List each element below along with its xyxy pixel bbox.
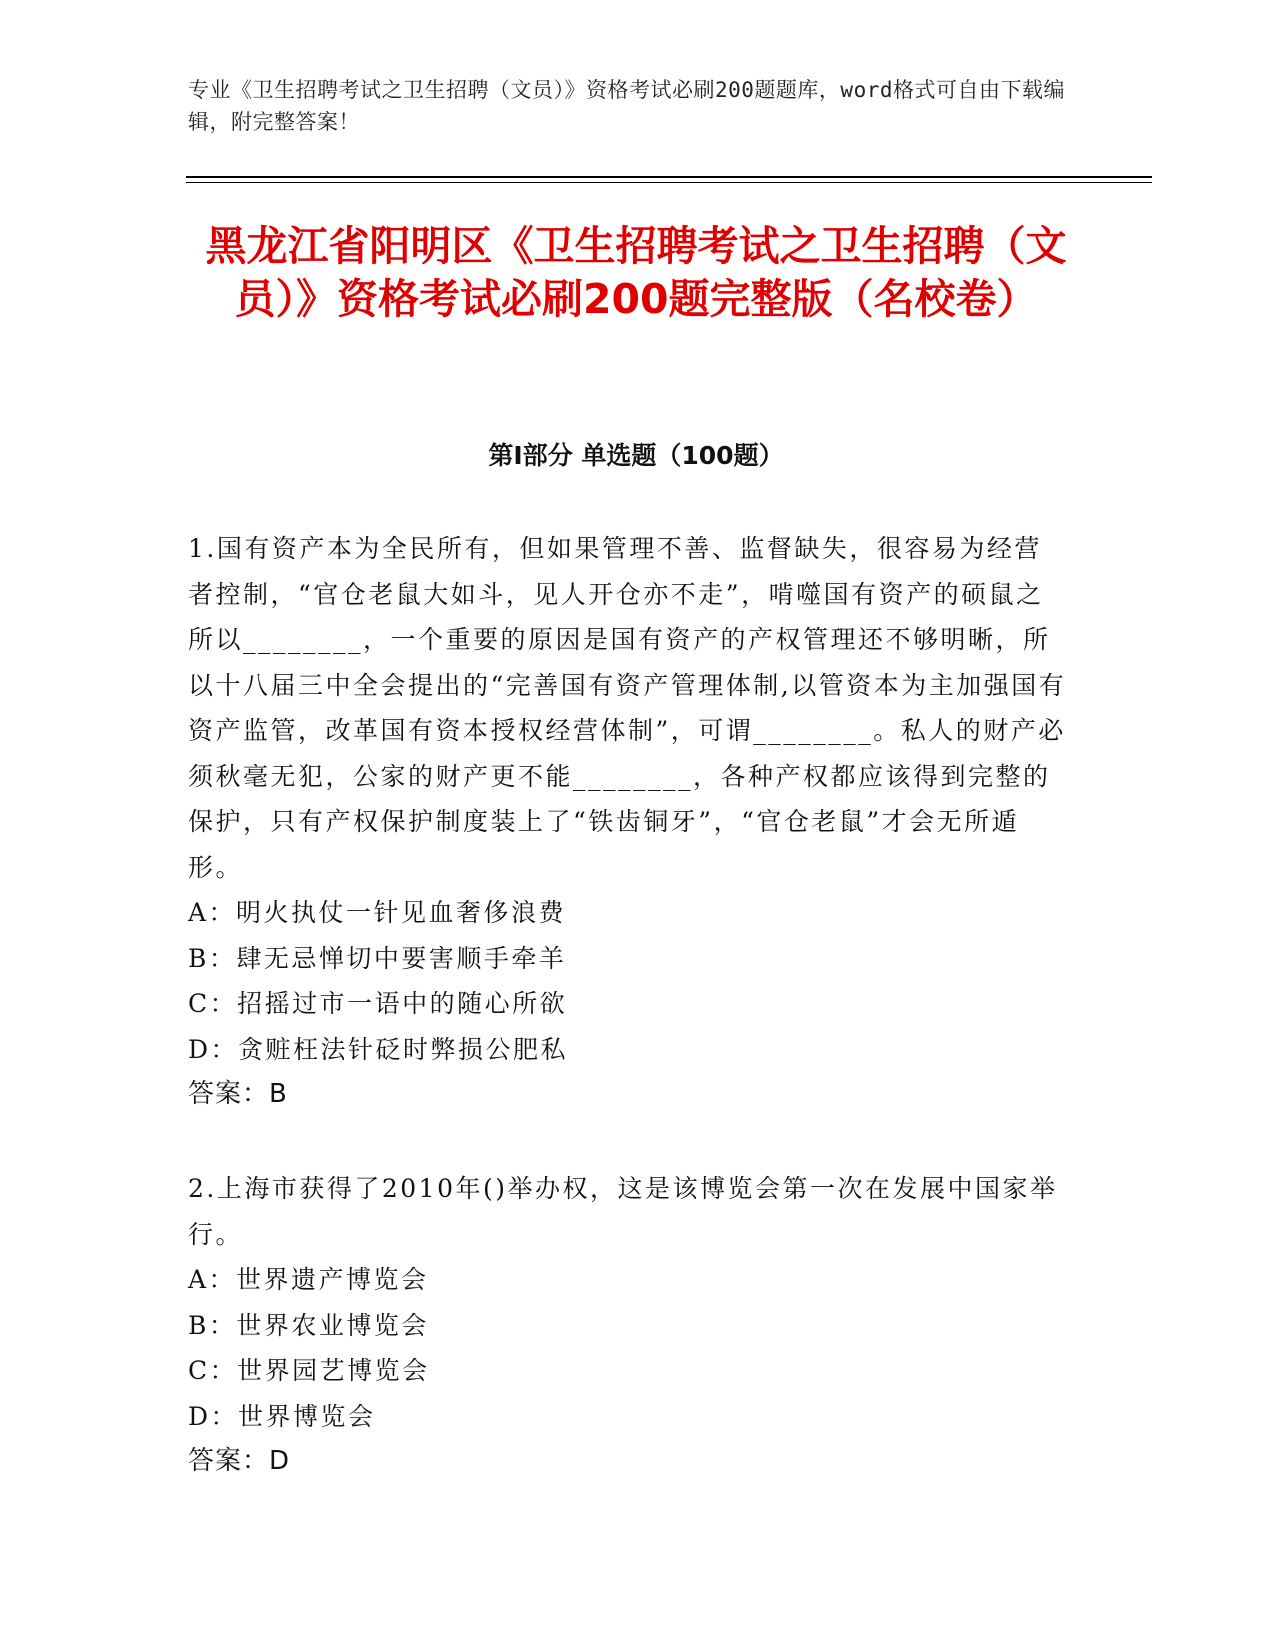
option-c: C：世界园艺博览会 bbox=[188, 1356, 430, 1385]
option-c: C：招摇过市一语中的随心所欲 bbox=[188, 989, 568, 1018]
option-a: A：世界遗产博览会 bbox=[188, 1265, 429, 1294]
option-b: B：肆无忌惮切中要害顺手牵羊 bbox=[188, 943, 567, 973]
option-b: B：世界农业博览会 bbox=[188, 1310, 429, 1340]
question-stem: 2.上海市获得了2010年()举办权，这是该博览会第一次在发展中国家举行。 bbox=[188, 1174, 1058, 1249]
document-title: 黑龙江省阳明区《卫生招聘考试之卫生招聘（文员）》资格考试必刷200题完整版（名校卷） bbox=[205, 222, 1067, 323]
option-d: D：世界博览会 bbox=[188, 1401, 376, 1431]
option-d: D：贪赃枉法针砭时弊损公肥私 bbox=[188, 1034, 569, 1064]
question-2 bbox=[188, 1166, 1068, 1485]
header-divider-thin bbox=[186, 182, 1152, 183]
answer-line: 答案：D bbox=[188, 1446, 291, 1476]
section-title: 第Ⅰ部分 单选题（100题） bbox=[488, 441, 784, 470]
question-1 bbox=[188, 526, 1068, 1118]
option-a: A：明火执仗一针见血奢侈浪费 bbox=[188, 898, 567, 927]
header-divider-thick bbox=[186, 176, 1152, 178]
question-stem: 1.国有资产本为全民所有，但如果管理不善、监督缺失，很容易为经营者控制，“官仓老鼠大如斗，见人开仓亦不走”，啃噬国有资产的硕鼠之所以________，一个重要的原因是国有资产的产权管理还不够明晰，所以十八届三中全会提出的“完善国有资产管理体制,以管资本为主加强国有资产监管，改革国有资本授权经营体制”，可谓________。私人的财产必须秋毫无犯，公家的财产更不能________，各种产权都应该得到完整的保护，只有产权保护制度装上了“铁齿铜牙”，“官仓老鼠”才会无所遁形。 bbox=[188, 534, 1067, 882]
answer-line: 答案：B bbox=[188, 1079, 288, 1109]
header-note: 专业《卫生招聘考试之卫生招聘（文员）》资格考试必刷200题题库，word格式可自由下载编辑，附完整答案！ bbox=[188, 78, 1065, 134]
